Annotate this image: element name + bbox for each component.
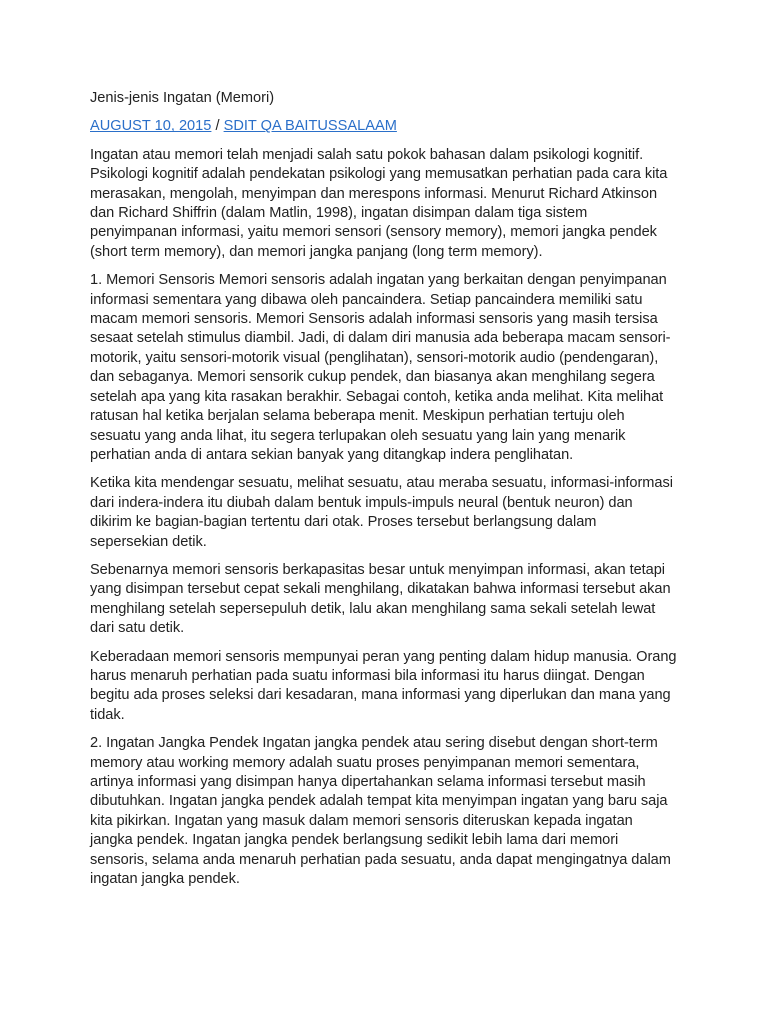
post-meta — [90, 117, 678, 136]
paragraph-keberadaan: Keberadaan memori sensoris mempunyai peran yang penting dalam hidup manusia. Orang harus menaruh perhatian pada suatu informasi bila informasi itu harus diingat. Dengan begitu ada proses seleksi dari kesadaran, mana informasi yang diperlukan dan mana yang tidak. — [90, 648, 677, 723]
paragraph-intro: Ingatan atau memori telah menjadi salah satu pokok bahasan dalam psikologi kognitif. Psikologi kognitif adalah pendekatan psikologi yang memusatkan perhatian pada cara kita merasakan, mengolah, menyimpan dan merespons informasi. Menurut Richard Atkinson dan Richard Shiffrin (dalam Matlin, 1998), ingatan disimpan dalam tiga sistem penyimpanan informasi, yaitu memori sensori (sensory memory), memori jangka pendek (short term memory), dan memori jangka panjang (long term memory). — [90, 146, 668, 260]
meta-separator: / — [211, 118, 224, 135]
paragraph-jangka-pendek: 2. Ingatan Jangka Pendek Ingatan jangka pendek atau sering disebut dengan short-term memory atau working memory adalah suatu proses penyimpanan memori sementara, artinya informasi yang disimpan hanya dipertahankan selama informasi tersebut masih dibutuhkan. Ingatan jangka pendek adalah tempat kita menyimpan ingatan yang baru saja kita pikirkan. Ingatan yang masuk dalam memori sensoris diteruskan kepada ingatan jangka pendek. Ingatan jangka pendek berlangsung sedikit lebih lama dari memori sensoris, selama anda menaruh perhatian pada sesuatu, anda dapat mengingatnya dalam ingatan jangka pendek. — [90, 735, 671, 888]
paragraph-memori-sensoris: 1. Memori Sensoris Memori sensoris adalah ingatan yang berkaitan dengan penyimpanan informasi sementara yang dibawa oleh pancaindera. Setiap pancaindera memiliki satu macam memori sensoris. Memori Sensoris adalah informasi sensoris yang masih tersisa sesaat setelah stimulus diambil. Jadi, di dalam diri manusia ada beberapa macam sensori-motorik, yaitu sensori-motorik visual (penglihatan), sensori-motorik audio (pendengaran), dan sebaganya. Memori sensorik cukup pendek, dan biasanya akan menghilang segera setelah apa yang kita rasakan berakhir. Sebagai contoh, ketika anda melihat. Kita melihat ratusan hal ketika berjalan selama beberapa menit. Meskipun perhatian tertuju oleh sesuatu yang anda lihat, itu segera terlupakan oleh sesuatu yang lain yang menarik perhatian anda di antara sekian banyak yang ditangkap indera penglihatan. — [90, 272, 671, 463]
document-page — [90, 89, 678, 898]
post-date-link[interactable]: AUGUST 10, 2015 — [90, 118, 212, 135]
page-title: Jenis-jenis Ingatan (Memori) — [90, 90, 275, 106]
paragraph-indera: Ketika kita mendengar sesuatu, melihat sesuatu, atau meraba sesuatu, informasi-informasi dari indera-indera itu diubah dalam bentuk impuls-impuls neural (bentuk neuron) dan dikirim ke bagian-bagian tertentu dari otak. Proses tersebut berlangsung dalam sepersekian detik. — [90, 475, 673, 550]
paragraph-kapasitas: Sebenarnya memori sensoris berkapasitas besar untuk menyimpan informasi, akan tetapi yang disimpan tersebut cepat sekali menghilang, dikatakan bahwa informasi tersebut akan menghilang setelah sepersepuluh detik, lalu akan menghilang sama sekali setelah lewat dari satu detik. — [90, 561, 671, 637]
post-author-link[interactable]: SDIT QA BAITUSSALAAM — [223, 118, 397, 135]
